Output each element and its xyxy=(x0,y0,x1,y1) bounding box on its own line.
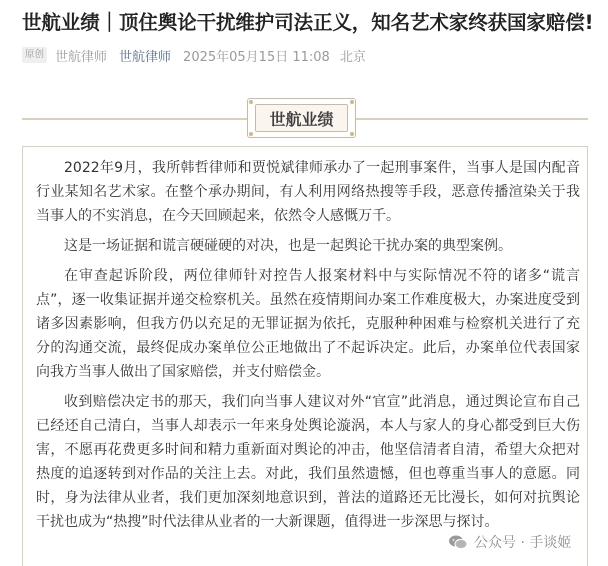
account-link[interactable]: 世航律师 xyxy=(119,49,172,65)
watermark xyxy=(446,532,573,552)
author-name: 世航律师 xyxy=(55,49,108,65)
watermark-text: 公众号 · 手谈姬 xyxy=(474,535,572,551)
publish-date: 2025年05月15日 11:08 xyxy=(183,49,330,65)
original-tag: 原创 xyxy=(22,47,47,63)
corner-dot-icon xyxy=(249,100,253,104)
corner-dot-icon xyxy=(350,100,354,104)
paragraph: 收到赔偿决定书的那天，我们向当事人建议对外“官宣”此消息，通过舆论宣布自己已经还自己清白，当事人却表示一年来身处舆论漩涡，本人与家人的身心都受到巨大伤害，不愿再花费更多时间和精力重新面对舆论的冲击，他坚信清者自清，希望大众把对热度的追逐转到对作品的关注上去。对此，我们虽然遗憾，但也尊重当事人的意愿。同时，身为法律从业者，我们更加深刻地意识到，普法的道路还无比漫长，如何对抗舆论干扰也成为“热搜”时代法律从业者的一大新课题，值得进一步深思与探讨。 xyxy=(36,394,580,530)
section-heading: 世航业绩 xyxy=(255,104,348,132)
paragraph: 这是一场证据和谎言硬碰硬的对决，也是一起舆论干扰办案的典型案例。 xyxy=(64,238,512,254)
paragraph: 2022年9月，我所韩哲律师和贾悦斌律师承办了一起刑事案件，当事人是国内配音行业某知名艺术家。在整个承办期间，有人利用网络热搜等手段，恶意传播渲染关于我当事人的不实消息，在今天回顾起来，依然令人感慨万千。 xyxy=(36,160,580,224)
section-divider-left xyxy=(22,118,247,120)
section-divider-right xyxy=(356,118,588,120)
corner-dot-icon xyxy=(350,132,354,136)
article-title: 世航业绩｜顶住舆论干扰维护司法正义，知名艺术家终获国家赔偿! xyxy=(22,11,594,34)
paragraph: 在审查起诉阶段，两位律师针对控告人报案材料中与实际情况不符的诸多“谎言点”，逐一收集证据并递交检察机关。虽然在疫情期间办案工作难度极大，办案进度受到诸多因素影响，但我方仍以充足的无罪证据为依托，克服种种困难与检察机关进行了充分的沟通交流，最终促成办案单位公正地做出了不起诉决定。此后，办案单位代表国家向我方当事人做出了国家赔偿，并支付赔偿金。 xyxy=(36,268,580,380)
article-meta xyxy=(22,45,366,65)
publish-location: 北京 xyxy=(339,49,366,65)
wechat-icon xyxy=(448,534,468,550)
corner-dot-icon xyxy=(249,132,253,136)
article-body xyxy=(36,156,580,540)
